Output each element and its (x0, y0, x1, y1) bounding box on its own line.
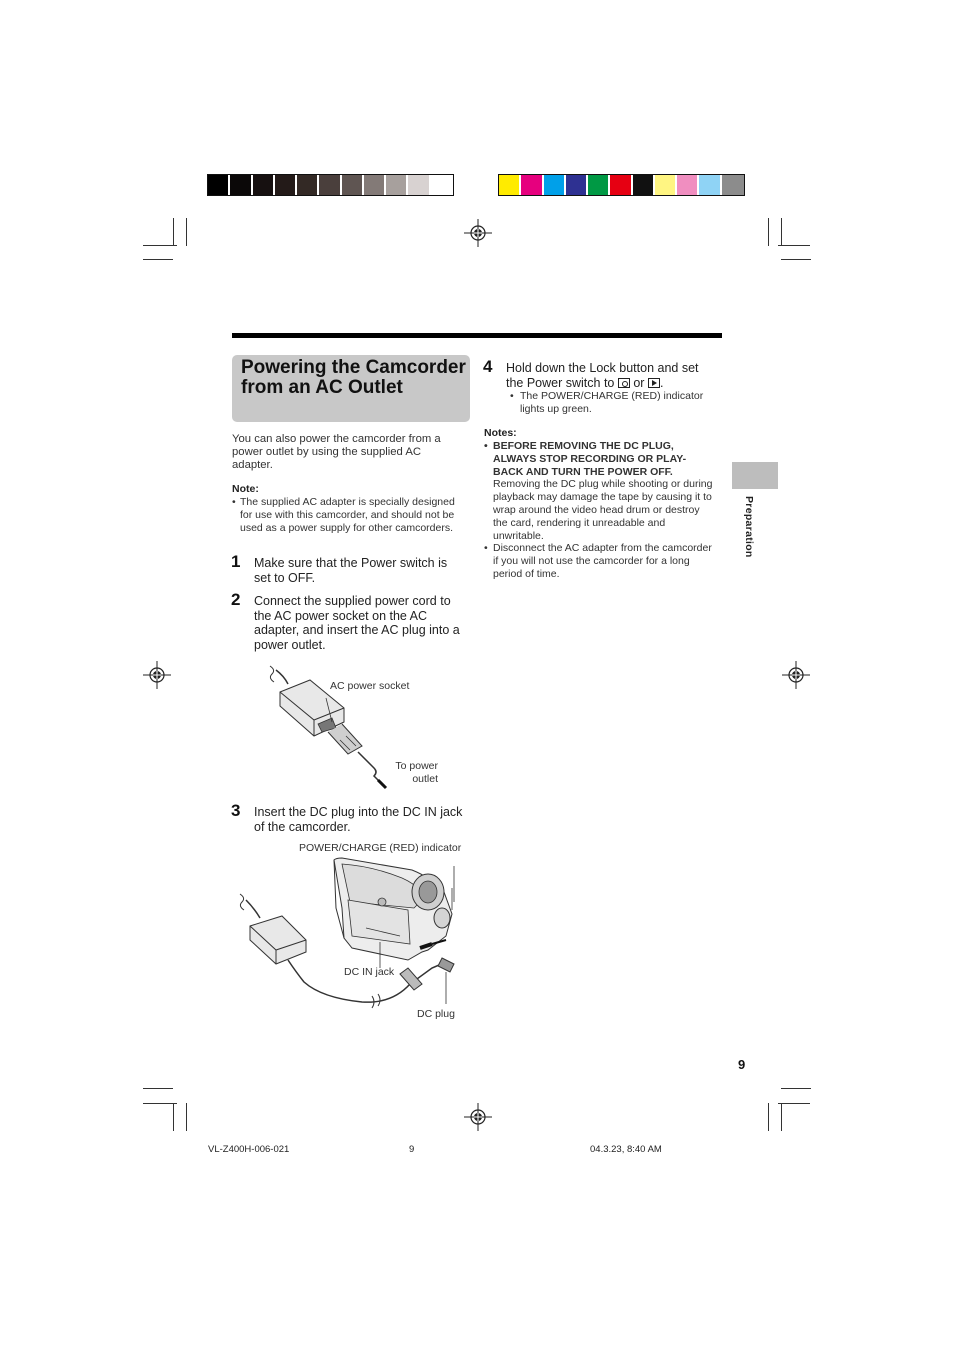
color-swatch (319, 175, 341, 195)
step-4-text-or: or (633, 375, 645, 390)
crosshair-icon (143, 661, 171, 689)
color-swatch (610, 175, 632, 195)
color-swatch (699, 175, 721, 195)
color-swatch (342, 175, 364, 195)
notes-item-1: • BEFORE REMOVING THE DC PLUG, ALWAYS STOP RECORDING OR PLAY-BACK AND TURN THE POWER OFF. Removing the DC plug while shooting or during playback may damage the tape by causing it to wrap around the video head drum or destroy the card, rendering it unreadable and unwritable. (484, 440, 716, 542)
step-4-sub: • The POWER/CHARGE (RED) indicator lights up green. (510, 390, 710, 416)
grayscale-bar (207, 174, 454, 196)
dc-in-jack-label: DC IN jack (344, 966, 395, 978)
section-title: Powering the Camcorder from an AC Outlet (241, 357, 466, 398)
step-4-text-after: . (659, 375, 664, 390)
camera-icon (618, 378, 630, 388)
note-item: • The supplied AC adapter is specially designed for use with this camcorder, and should not be used as a power supply for other camcorders. (232, 496, 458, 534)
power-charge-indicator-label: POWER/CHARGE (RED) indicator (299, 842, 462, 854)
page-number: 9 (738, 1057, 746, 1072)
camcorder-illustration (232, 852, 468, 1012)
notes-item-1-text: Removing the DC plug while shooting or during playback may damage the tape by causing it to wrap around the video head drum or destroy the card, rendering it unreadable and unwritable. (493, 478, 713, 542)
step-4-text-before: Hold down the Lock button and set the Power switch to (506, 361, 699, 390)
color-swatch (521, 175, 543, 195)
note-heading: Note: (232, 483, 259, 495)
section-title-box (232, 355, 470, 422)
crosshair-icon (464, 219, 492, 247)
color-bar (498, 174, 745, 196)
to-power-outlet-label: To power outlet (395, 760, 438, 785)
color-swatch (655, 175, 677, 195)
step-1-text: Make sure that the Power switch is set to OFF. (254, 556, 448, 585)
notes-item-2-text: Disconnect the AC adapter from the camcorder if you will not use the camcorder for a long period of time. (493, 542, 712, 580)
intro-text: You can also power the camcorder from a power outlet by using the supplied AC adapter. (232, 433, 441, 471)
step-1-number: 1 (231, 552, 241, 571)
note-text: The supplied AC adapter is specially designed for use with this camcorder, and should not be used as a power supply for other camcorders. (240, 496, 455, 534)
step-2-number: 2 (231, 590, 241, 609)
crosshair-icon (464, 1103, 492, 1131)
footer-left: VL-Z400H-006-021 (208, 1144, 290, 1155)
color-swatch (566, 175, 588, 195)
dc-plug-label: DC plug (417, 1008, 455, 1020)
color-swatch (722, 175, 744, 195)
color-swatch (431, 175, 453, 195)
color-swatch (544, 175, 566, 195)
color-swatch (253, 175, 275, 195)
color-swatch (364, 175, 386, 195)
step-3-number: 3 (231, 801, 241, 820)
top-rule (232, 333, 722, 338)
side-tab (732, 462, 778, 489)
footer-center: 9 (409, 1144, 415, 1155)
step-4-text (506, 361, 712, 390)
notes-item-1-bold: BEFORE REMOVING THE DC PLUG, ALWAYS STOP RECORDING OR PLAY-BACK AND TURN THE POWER OFF. (493, 440, 687, 478)
color-swatch (677, 175, 699, 195)
play-icon (648, 378, 660, 388)
crosshair-icon (782, 661, 810, 689)
step-4-sub-text: The POWER/CHARGE (RED) indicator lights up green. (520, 390, 704, 415)
notes-heading: Notes: (484, 427, 517, 439)
step-3-text: Insert the DC plug into the DC IN jack of the camcorder. (254, 805, 463, 834)
ac-power-socket-label: AC power socket (330, 680, 410, 692)
step-2-text: Connect the supplied power cord to the AC power socket on the AC adapter, and insert the AC plug into a power outlet. (254, 594, 460, 652)
color-swatch (208, 175, 230, 195)
footer-right: 04.3.23, 8:40 AM (590, 1144, 662, 1155)
color-swatch (230, 175, 252, 195)
color-swatch (499, 175, 521, 195)
step-4-number: 4 (483, 357, 493, 376)
notes-item-2: • Disconnect the AC adapter from the camcorder if you will not use the camcorder for a long period of time. (484, 542, 716, 580)
color-swatch (386, 175, 408, 195)
color-swatch (588, 175, 610, 195)
side-tab-label: Preparation (743, 496, 755, 558)
color-swatch (408, 175, 430, 195)
color-swatch (633, 175, 655, 195)
color-swatch (297, 175, 319, 195)
color-swatch (275, 175, 297, 195)
